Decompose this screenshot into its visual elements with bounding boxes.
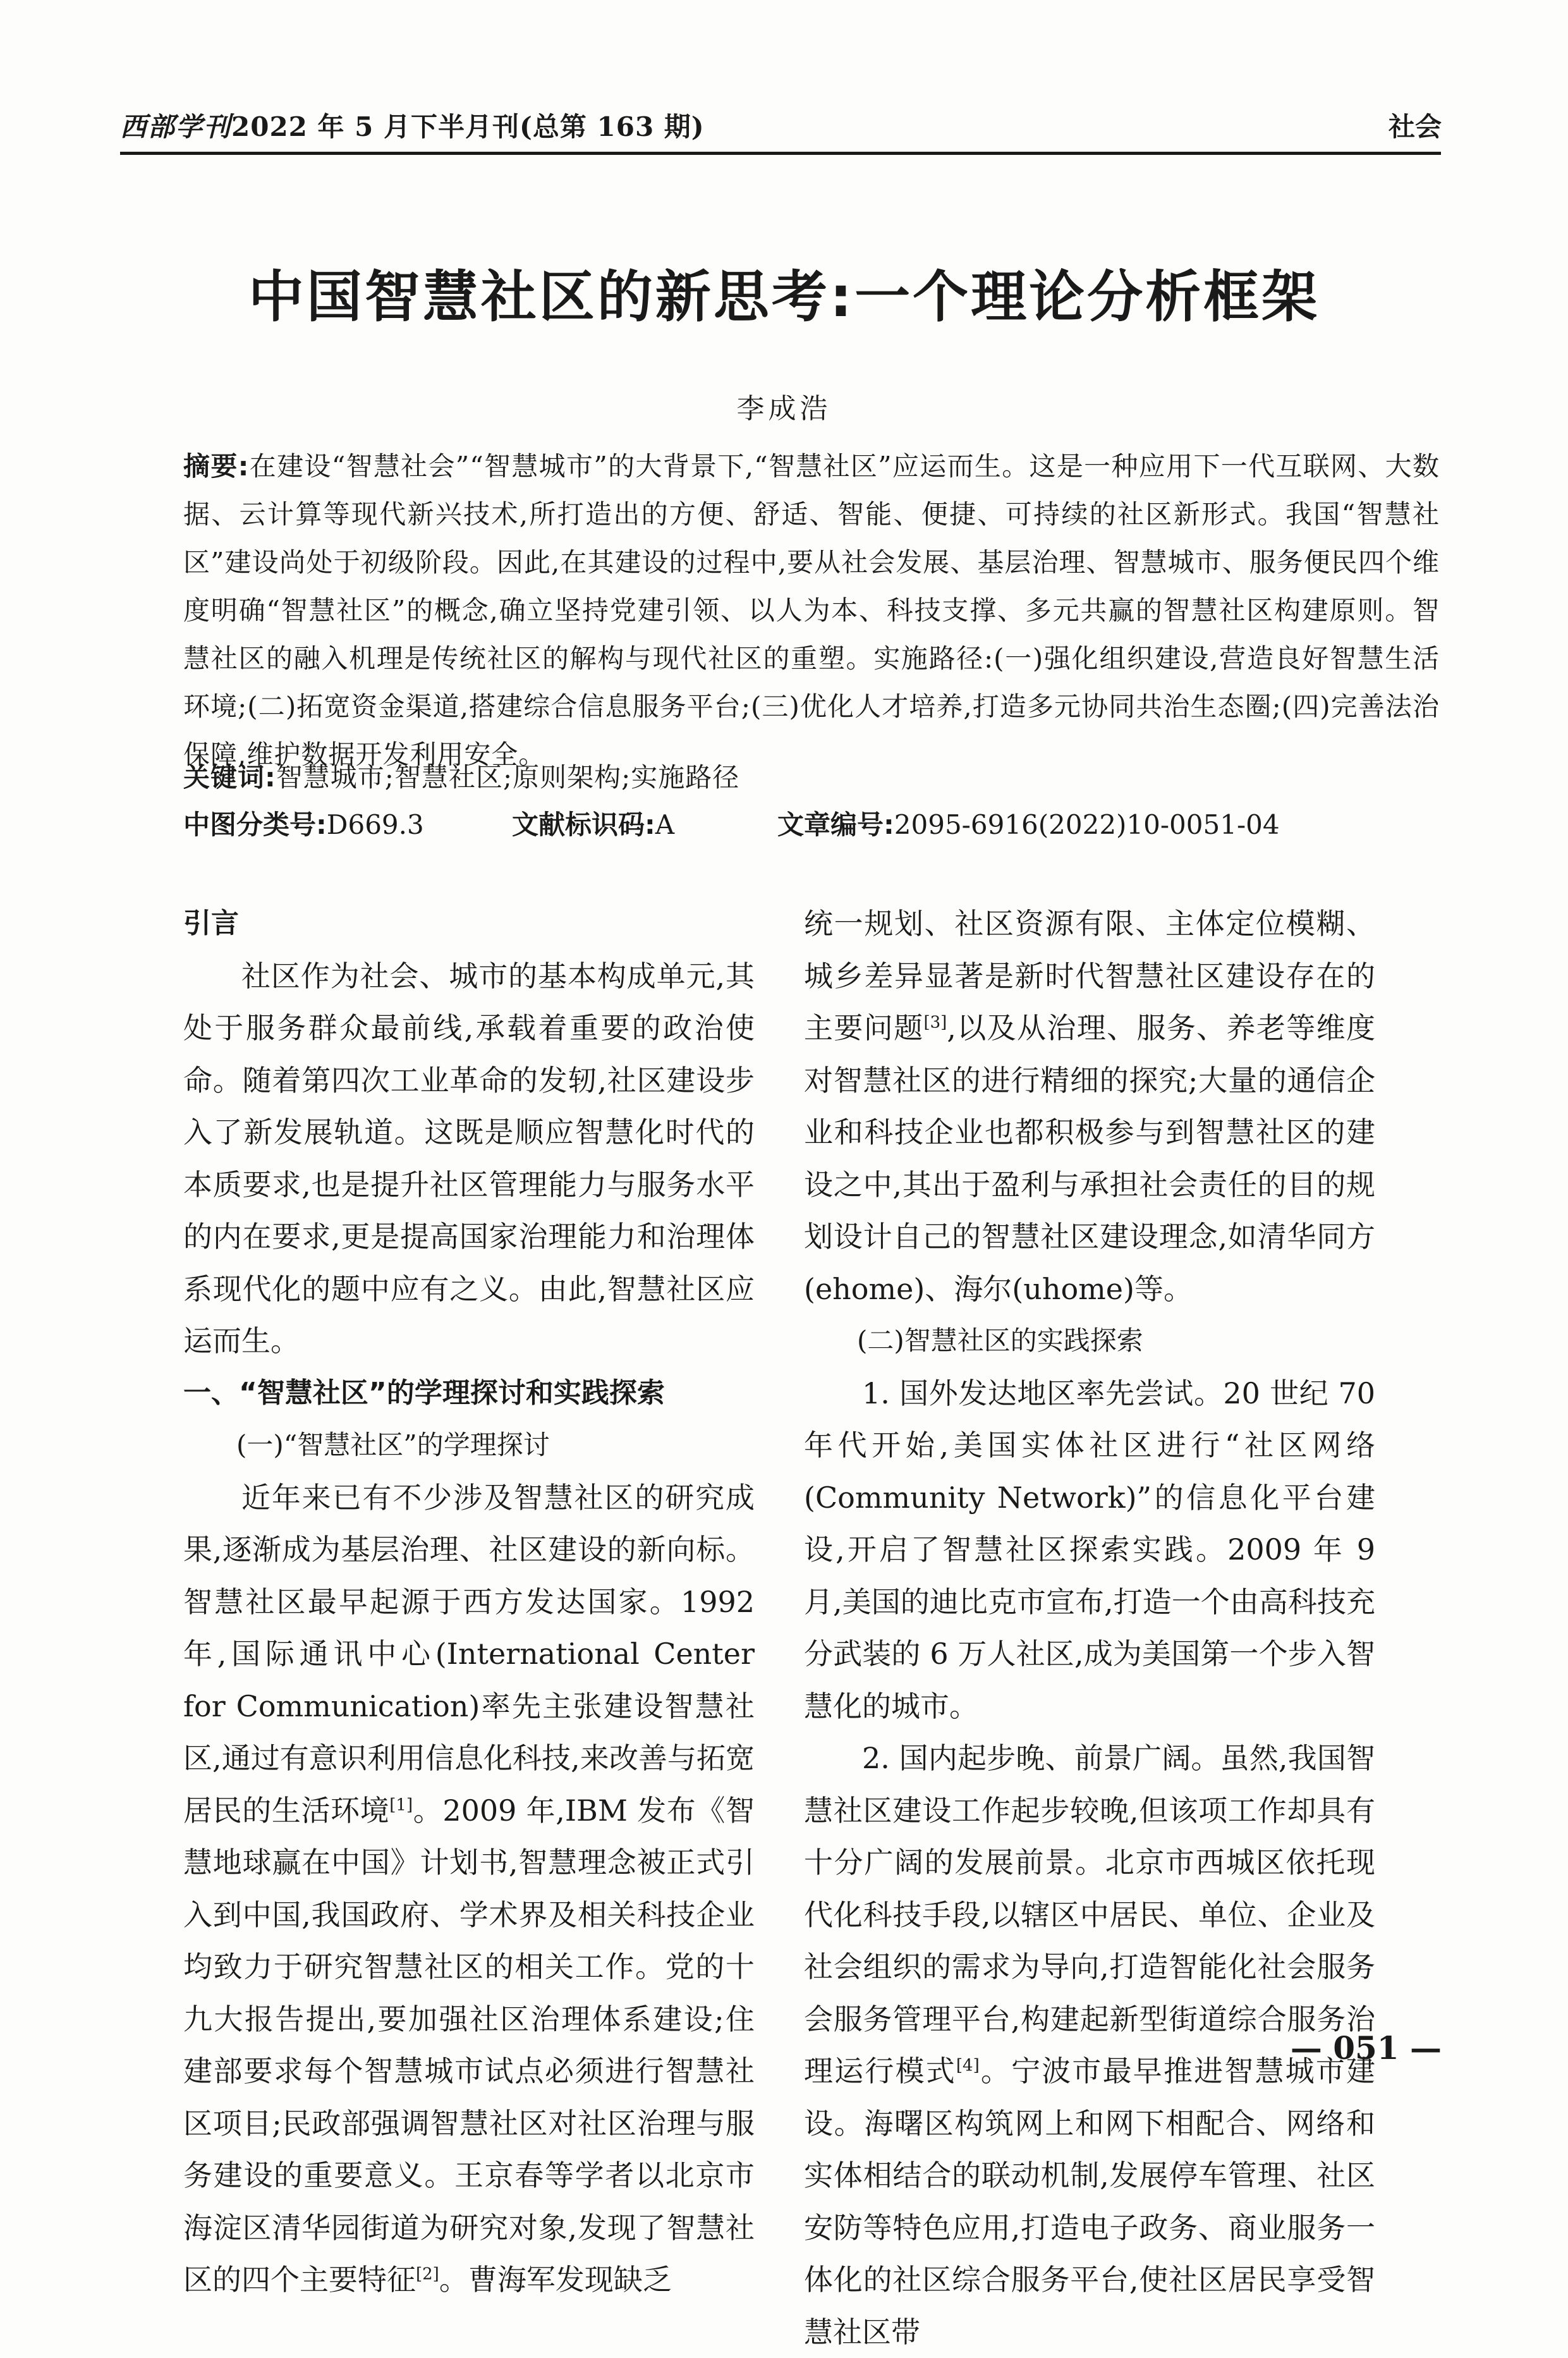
article-author: 李成浩 <box>736 393 832 425</box>
article-title: 中国智慧社区的新思考:一个理论分析框架 <box>248 264 1320 329</box>
doc-code-label: 文献标识码: <box>512 809 655 840</box>
header-rule <box>120 152 1441 155</box>
paragraph-text: 统一规划、社区资源有限、主体定位模糊、城乡差异显著是新时代智慧社区建设存在的主要问题 <box>804 907 1375 1045</box>
classification-line <box>183 806 1440 844</box>
article-no-label: 文章编号: <box>777 809 894 840</box>
abstract <box>183 443 1440 779</box>
body-column-left <box>183 898 755 2306</box>
paragraph-text: ,以及从治理、服务、养老等维度对智慧社区的进行精细的探究;大量的通信企业和科技企业也都积极参与到智慧社区的建设之中,其出于盈利与承担社会责任的目的规划设计自己的智慧社区建设理念,如清华同方(ehome)、海尔(uhome)等。 <box>804 1011 1375 1306</box>
practice-paragraph-1: 1. 国外发达地区率先尝试。20 世纪 70 年代开始,美国实体社区进行“社区网络(Community Network)”的信息化平台建设,开启了智慧社区探索实践。2009 年 9 月,美国的迪比克市宣布,打造一个由高科技充分武装的 6 万人社区,成为美国第一个步入智慧化的城市。 <box>804 1376 1375 1723</box>
paragraph-text: 。2009 年,IBM 发布《智慧地球赢在中国》计划书,智慧理念被正式引入到中国,我国政府、学术界及相关科技企业均致力于研究智慧社区的相关工作。党的十九大报告提出,要加强社区治理体系建设;住建部要求每个智慧城市试点必须进行智慧社区项目;民政部强调智慧社区对社区治理与服务建设的重要意义。王京春等学者以北京市海淀区清华园街道为研究对象,发现了智慧社区的四个主要特征 <box>183 1793 755 2297</box>
body-column-right <box>804 898 1375 2358</box>
citation-ref: [1] <box>389 1795 413 1815</box>
subsection2-heading: (二)智慧社区的实践探索 <box>857 1325 1143 1356</box>
paragraph-text: 。宁波市最早推进智慧城市建设。海曙区构筑网上和网下相配合、网络和实体相结合的联动机制,发展停车管理、社区安防等特色应用,打造电子政务、商业服务一体化的社区综合服务平台,使社区居民享受智慧社区带 <box>804 2054 1376 2349</box>
subsection1-paragraph <box>183 1472 755 2306</box>
citation-ref: [2] <box>416 2264 439 2284</box>
intro-heading: 引言 <box>183 907 239 939</box>
journal-name: 西部学刊 <box>120 111 232 142</box>
clc-value: D669.3 <box>326 809 424 840</box>
keywords-label: 关键词: <box>183 762 276 793</box>
section-label: 社会 <box>1388 111 1442 142</box>
practice-paragraph-2 <box>804 1732 1375 2358</box>
paragraph-text: 。曹海军发现缺乏 <box>439 2263 672 2297</box>
abstract-label: 摘要: <box>183 451 250 482</box>
abstract-text: 在建设“智慧社会”“智慧城市”的大背景下,“智慧社区”应运而生。这是一种应用下一代互联网、大数据、云计算等现代新兴技术,所打造出的方便、舒适、智能、便捷、可持续的社区新形式。我国“智慧社区”建设尚处于初级阶段。因此,在其建设的过程中,要从社会发展、基层治理、智慧城市、服务便民四个维度明确“智慧社区”的概念,确立坚持党建引领、以人为本、科技支撑、多元共赢的智慧社区构建原则。智慧社区的融入机理是传统社区的解构与现代社区的重塑。实施路径:(一)强化组织建设,营造良好智慧生活环境;(二)拓宽资金渠道,搭建综合信息服务平台;(三)优化人才培养,打造多元协同共治生态圈;(四)完善法治保障,维护数据开发利用安全。 <box>183 451 1440 770</box>
citation-ref: [3] <box>923 1013 947 1032</box>
doc-code-value: A <box>655 809 675 840</box>
intro-paragraph: 社区作为社会、城市的基本构成单元,其处于服务群众最前线,承载着重要的政治使命。随着第四次工业革命的发轫,社区建设步入了新发展轨道。这既是顺应智慧化时代的本质要求,也是提升社区管理能力与服务水平的内在要求,更是提高国家治理能力和治理体系现代化的题中应有之义。由此,智慧社区应运而生。 <box>183 958 755 1358</box>
citation-ref: [4] <box>956 2056 980 2075</box>
clc-label: 中图分类号: <box>183 809 327 840</box>
keywords-text: 智慧城市;智慧社区;原则架构;实施路径 <box>276 762 740 793</box>
paragraph-text: 2. 国内起步晚、前景广阔。虽然,我国智慧社区建设工作起步较晚,但该项工作却具有十分广阔的发展前景。北京市西城区依托现代化科技手段,以辖区中居民、单位、企业及社会组织的需求为导向,打造智能化社会服务会服务管理平台,构建起新型街道综合服务治理运行模式 <box>804 1741 1375 2088</box>
running-header <box>120 106 705 144</box>
page-number: — 051 — <box>1290 2029 1442 2067</box>
paragraph-text: 近年来已有不少涉及智慧社区的研究成果,逐渐成为基层治理、社区建设的新向标。智慧社区最早起源于西方发达国家。1992 年,国际通讯中心(International Center for Communication)率先主张建设智慧社区,通过有意识利用信息化科技,来改善与拓宽居民的生活环境 <box>183 1480 755 1828</box>
issue-info: 2022 年 5 月下半月刊(总第 163 期) <box>231 111 705 142</box>
article-no-value: 2095-6916(2022)10-0051-04 <box>894 809 1280 840</box>
continued-paragraph <box>804 898 1375 1315</box>
section1-heading: 一、“智慧社区”的学理探讨和实践探索 <box>183 1376 665 1409</box>
keywords <box>183 759 1440 797</box>
subsection1-heading: (一)“智慧社区”的学理探讨 <box>236 1429 550 1460</box>
